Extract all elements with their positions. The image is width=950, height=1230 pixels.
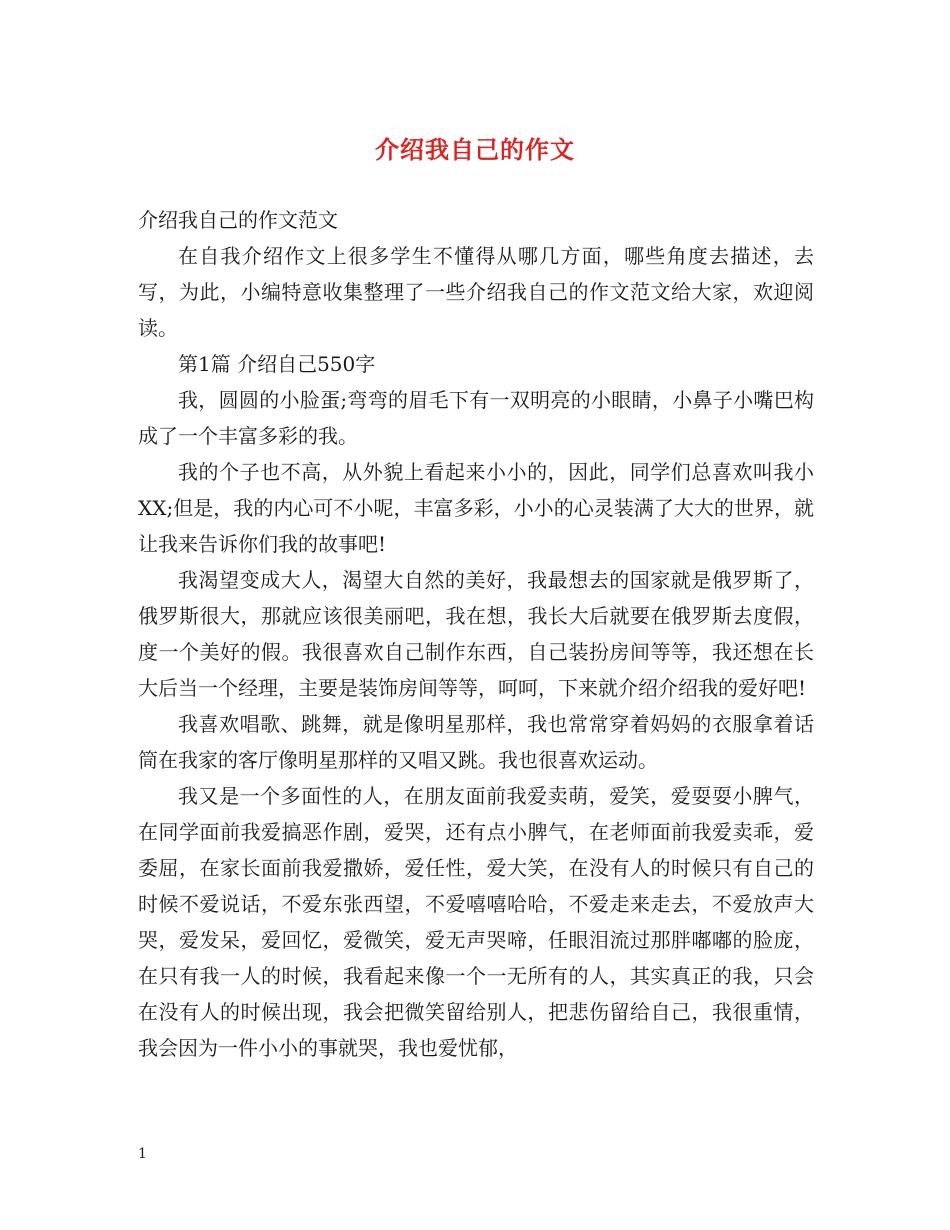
document-subtitle: 介绍我自己的作文范文 — [138, 208, 338, 232]
section-heading: 第1篇 介绍自己550字 — [178, 352, 376, 376]
paragraph: 我的个子也不高，从外貌上看起来小小的，因此，同学们总喜欢叫我小XX;但是，我的内心可不小呢，丰富多彩，小小的心灵装满了大大的世界，就让我来告诉你们我的故事吧! — [138, 460, 814, 556]
paragraph: 我喜欢唱歌、跳舞，就是像明星那样，我也常常穿着妈妈的衣服拿着话筒在我家的客厅像明星那样的又唱又跳。我也很喜欢运动。 — [138, 712, 814, 772]
document-body — [138, 202, 814, 1066]
page-number: 1 — [138, 1146, 147, 1162]
paragraph: 我又是一个多面性的人，在朋友面前我爱卖萌，爱笑，爱耍耍小脾气，在同学面前我爱搞恶作剧，爱哭，还有点小脾气，在老师面前我爱卖乖，爱委屈，在家长面前我爱撒娇，爱任性，爱大笑，在没有人的时候只有自己的时候不爱说话，不爱东张西望，不爱嘻嘻哈哈，不爱走来走去，不爱放声大哭，爱发呆，爱回忆，爱微笑，爱无声哭啼，任眼泪流过那胖嘟嘟的脸庞，在只有我一人的时候，我看起来像一个一无所有的人，其实真正的我，只会在没有人的时候出现，我会把微笑留给别人，把悲伤留给自己，我很重情，我会因为一件小小的事就哭，我也爱忧郁， — [138, 784, 814, 1060]
document-title: 介绍我自己的作文 — [375, 135, 575, 164]
paragraph: 我，圆圆的小脸蛋;弯弯的眉毛下有一双明亮的小眼睛，小鼻子小嘴巴构成了一个丰富多彩的我。 — [138, 388, 814, 448]
paragraph-intro: 在自我介绍作文上很多学生不懂得从哪几方面，哪些角度去描述，去写，为此，小编特意收集整理了一些介绍我自己的作文范文给大家，欢迎阅读。 — [138, 244, 814, 340]
paragraph: 我渴望变成大人，渴望大自然的美好，我最想去的国家就是俄罗斯了，俄罗斯很大，那就应该很美丽吧，我在想，我长大后就要在俄罗斯去度假，度一个美好的假。我很喜欢自己制作东西，自己装扮房间等等，我还想在长大后当一个经理，主要是装饰房间等等，呵呵，下来就介绍介绍我的爱好吧! — [138, 568, 814, 700]
